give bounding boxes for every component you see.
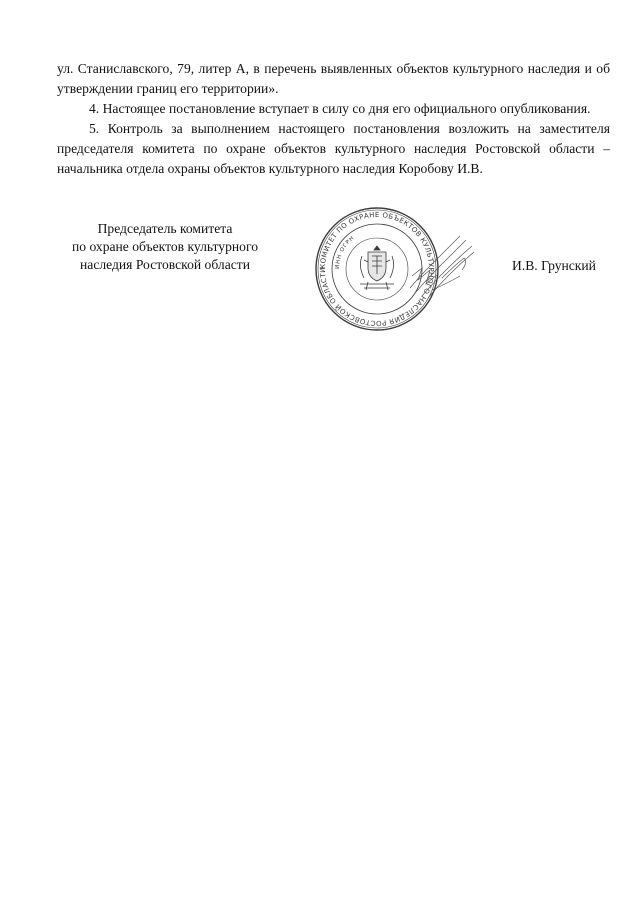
paragraph-item-4: 4. Настоящее постановление вступает в силу со дня его официального опубликования. xyxy=(89,101,591,116)
seal-outer-text: КОМИТЕТ ПО ОХРАНЕ ОБЪЕКТОВ КУЛЬТУРНОГО НАСЛЕДИЯ РОСТОВСКОЙ ОБЛАСТИ xyxy=(318,210,436,328)
signatory-position-line: Председатель комитета xyxy=(97,221,233,236)
signatory-position-line: по охране объектов культурного xyxy=(71,239,259,254)
signatory-name: И.В. Грунский xyxy=(512,258,596,273)
paragraph-item-5: 5. Контроль за выполнением настоящего постановления возложить на заместителя председателя комитета по охране объектов культурного наследия Ростовской области – начальника отдела охраны объектов культурного наследия Коробову И.В. xyxy=(57,121,610,176)
signatory-position xyxy=(52,220,278,274)
coat-of-arms-icon xyxy=(360,246,394,290)
seal-inner-text: ИНН ОГРН xyxy=(334,235,356,270)
handwritten-signature xyxy=(402,218,482,308)
svg-text:ИНН ОГРН xyxy=(335,235,356,269)
document-body xyxy=(57,59,610,179)
paragraph-continuation: ул. Станиславского, 79, литер А, в перечень выявленных объектов культурного наследия и об утверждении границ его территории». xyxy=(57,61,610,96)
signatory-position-line: наследия Ростовской области xyxy=(80,257,250,272)
